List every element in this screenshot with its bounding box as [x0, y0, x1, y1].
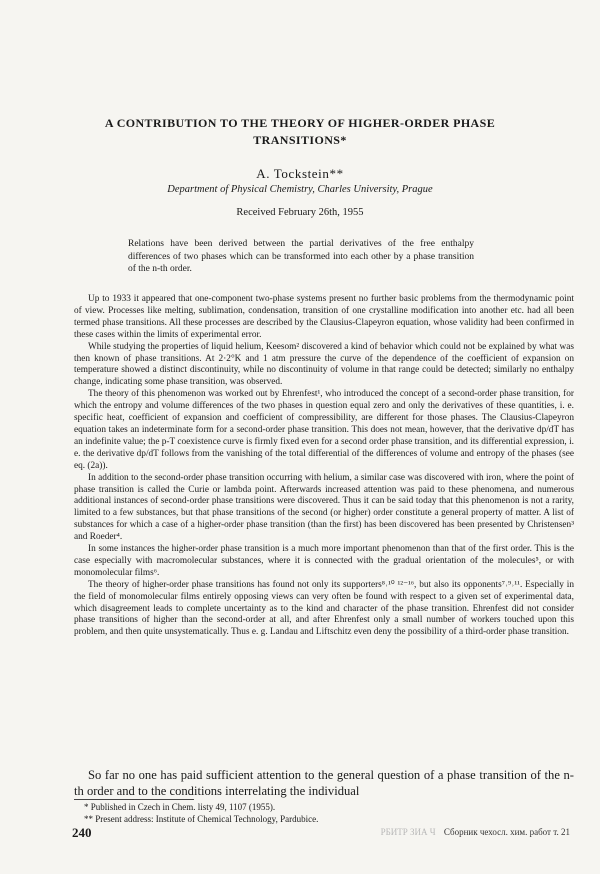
page-number: 240	[72, 825, 92, 840]
article-title: A CONTRIBUTION TO THE THEORY OF HIGHER-ORDER PHASE TRANSITIONS*	[104, 116, 496, 147]
journal-faint-text: РБИТР ЗИА Ч	[380, 827, 436, 837]
footnotes	[84, 802, 564, 825]
author-affiliation: Department of Physical Chemistry, Charles University, Prague	[167, 184, 433, 195]
paragraph-2: While studying the properties of liquid helium, Keesom² discovered a kind of behavior which could not be explained by what was then known of phase transitions. At 2·2°K and 1 atm pressure the curve of the dependence of the coefficient of expansion on temperature showed a distinct discontinuity, while no discontinuity of volume in that range could be detected; similarly no enthalpy change, indicating some phase transition, was observed.	[74, 341, 574, 388]
footnote-rule	[74, 799, 194, 800]
journal-reference	[381, 827, 570, 837]
paragraph-4: In addition to the second-order phase transition occurring with helium, a similar case was discovered with iron, where the point of phase transition is called the Curie or lambda point. Afterwards increased attention was paid to these phenomena, and numerous additional instances of second-order phase transitions were discovered. Thus it can be said today that this phenomenon is not a rarity, limited to a few substances, but that phase transitions of the second (or higher) order constitute a general property of matter. A list of substances for which a case of a higher-order phase transition (than the first) has been discovered has been presented by Christensen³ and Roeder⁴.	[74, 472, 574, 543]
footnote-1: * Published in Czech in Chem. listy 49, 1107 (1955).	[84, 802, 276, 812]
received-date: Received February 26th, 1955	[236, 207, 364, 218]
paragraph-7: So far no one has paid sufficient attention to the general question of a phase transition of the n-th order and to the conditions interrelating the individual	[74, 768, 574, 798]
paragraph-5: In some instances the higher-order phase transition is a much more important phenomenon than that of the first order. This is the case especially with macromolecular substances, where it is connected with the gradual orientation of the molecules⁵, or with monomolecular films⁶.	[74, 544, 574, 578]
footnote-2: ** Present address: Institute of Chemical Technology, Pardubice.	[84, 813, 319, 824]
body-text	[74, 294, 574, 639]
large-print-paragraph	[74, 768, 574, 799]
paragraph-3: The theory of this phenomenon was worked out by Ehrenfest¹, who introduced the concept of a second-order phase transition, for which the entropy and volume differences of the two phases in question equal zero and only the derivatives of these quantities, i. e. specific heat, coefficient of expansion and coefficient of compressibility, are different for those phases. The Clausius-Clapeyron equation takes an indeterminate form for a second-order phase transition. This does not mean, however, that the derivative dp/dT has an indefinite value; the p-T coexistence curve is firmly fixed even for a second order phase transition, and its differential expression, i. e. the derivative dp/dT follows from the vanishing of the total differential of the differences of volume and entropy of the phases (see eq. (2a)).	[74, 389, 574, 471]
paragraph-6: The theory of higher-order phase transitions has found not only its supporters⁸˒¹⁰ ¹²⁻¹⁶, but also its opponents⁷˒⁹˒¹¹. Especially in the field of monomolecular films entirely opposing views can very often be found with respect to a given set of experimental data, which disagreement leads to complete uncertainty as to the kind and character of the phase transition. Ehrenfest did not consider phase transitions of higher than the second-order at all, and after Ehrenfest only a small number of workers touched upon this problem, and then quite unsystematically. Thus e. g. Landau and Liftschitz even deny the possibility of a third-order phase transition.	[74, 579, 574, 638]
paragraph-1: Up to 1933 it appeared that one-component two-phase systems present no further basic problems from the thermodynamic point of view. Processes like melting, sublimation, condensation, transition of one crystalline modification into another etc. had all been termed phase transitions. All these processes are described by the Clausius-Clapeyron equation, whose validity had been confirmed in these cases within the limits of experimental error.	[74, 294, 574, 340]
author-name: A. Tockstein**	[256, 166, 344, 181]
journal-title: Сборник чехосл. хим. работ т. 21	[443, 827, 570, 837]
abstract: Relations have been derived between the partial derivatives of the free enthalpy differences of two phases which can be transformed into each other by a phase transition of the n-th order.	[128, 239, 474, 274]
